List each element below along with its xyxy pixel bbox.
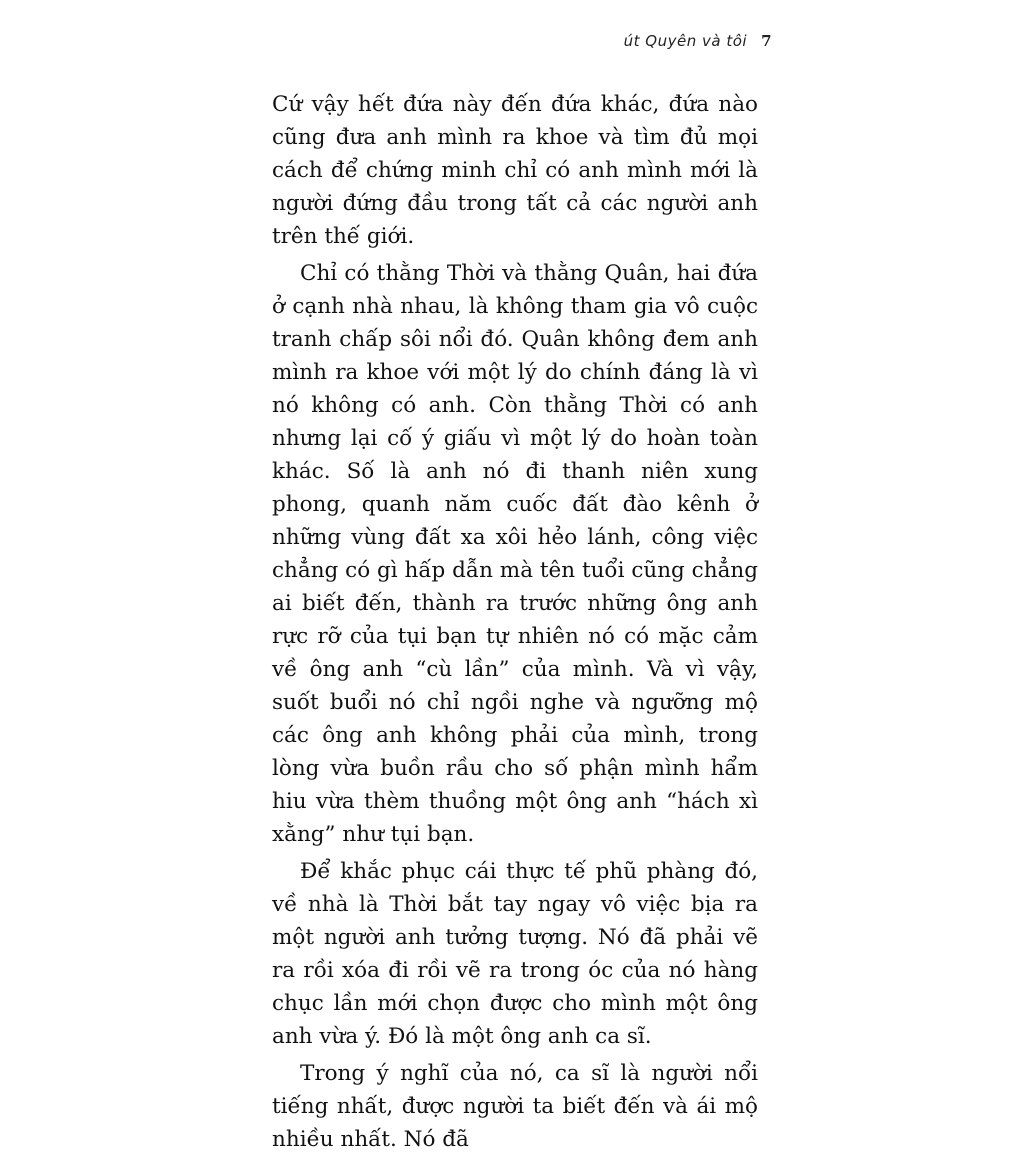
body-text [272, 88, 758, 1160]
header-title: út Quyên và tôi [623, 32, 748, 50]
page-number: 7 [761, 32, 772, 50]
paragraph: Cứ vậy hết đứa này đến đứa khác, đứa nào cũng đưa anh mình ra khoe và tìm đủ mọi cách để chứng minh chỉ có anh mình mới là người đứng đầu trong tất cả các người anh trên thế giới. [272, 92, 758, 249]
paragraph: Chỉ có thằng Thời và thằng Quân, hai đứa ở cạnh nhà nhau, là không tham gia vô cuộc tranh chấp sôi nổi đó. Quân không đem anh mình ra khoe với một lý do chính đáng là vì nó không có anh. Còn thằng Thời có anh nhưng lại cố ý giấu vì một lý do hoàn toàn khác. Số là anh nó đi thanh niên xung phong, quanh năm cuốc đất đào kênh ở những vùng đất xa xôi hẻo lánh, công việc chẳng có gì hấp dẫn mà tên tuổi cũng chẳng ai biết đến, thành ra trước những ông anh rực rỡ của tụi bạn tự nhiên nó có mặc cảm về ông anh “cù lần” của mình. Và vì vậy, suốt buổi nó chỉ ngồi nghe và ngưỡng mộ các ông anh không phải của mình, trong lòng vừa buồn rầu cho số phận mình hẩm hiu vừa thèm thuồng một ông anh “hách xì xằng” như tụi bạn. [272, 261, 758, 847]
paragraph: Để khắc phục cái thực tế phũ phàng đó, về nhà là Thời bắt tay ngay vô việc bịa ra một người anh tưởng tượng. Nó đã phải vẽ ra rồi xóa đi rồi vẽ ra trong óc của nó hàng chục lần mới chọn được cho mình một ông anh vừa ý. Đó là một ông anh ca sĩ. [272, 859, 758, 1049]
paragraph: Trong ý nghĩ của nó, ca sĩ là người nổi tiếng nhất, được người ta biết đến và ái mộ nhiều nhất. Nó đã [272, 1061, 758, 1152]
running-header [624, 32, 772, 50]
